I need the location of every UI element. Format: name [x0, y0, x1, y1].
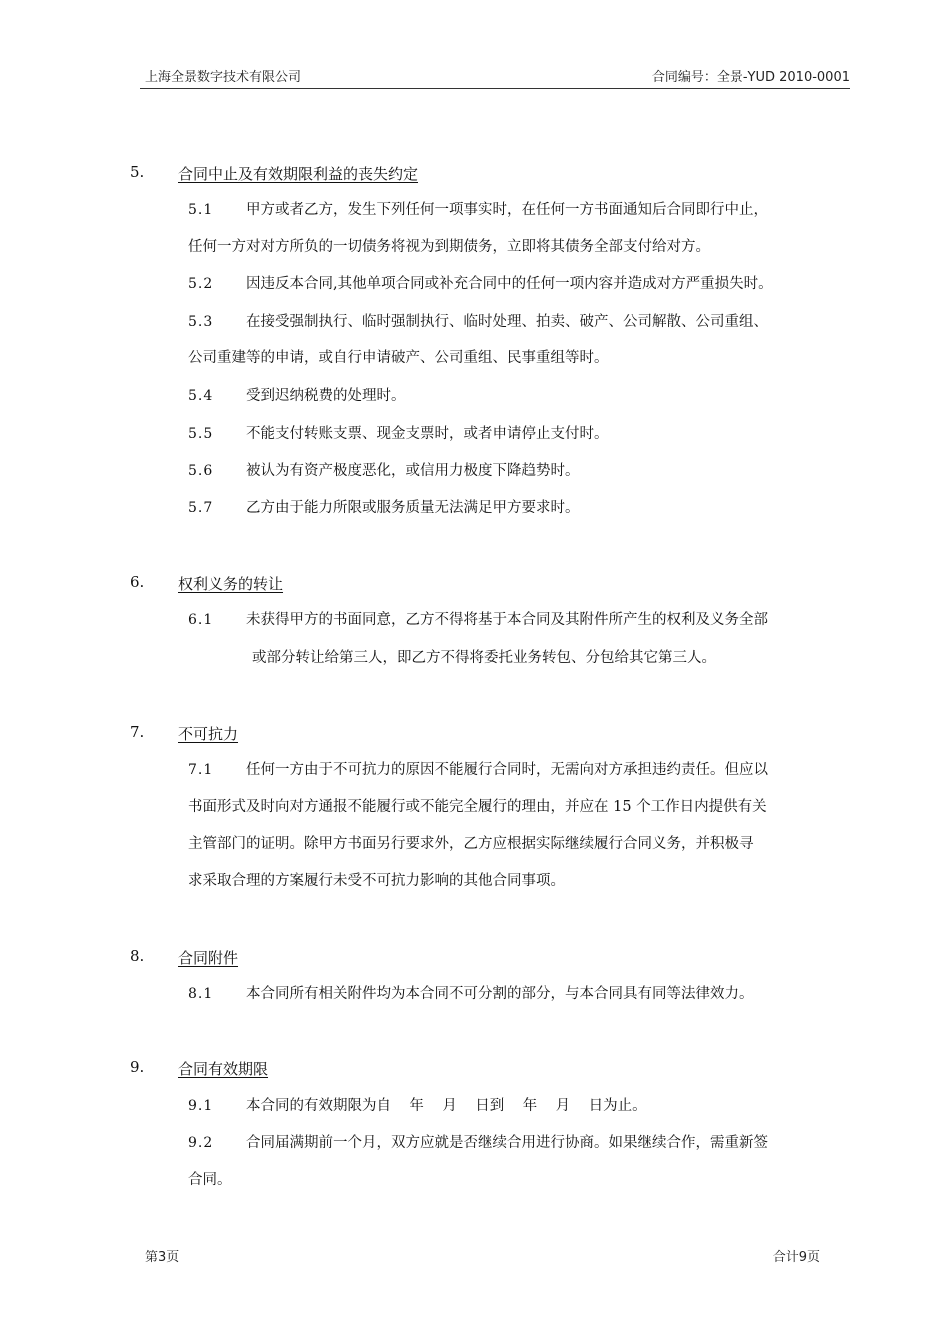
clause-text: 合同届满期前一个月，双方应就是否继续合用进行协商。如果继续合作，需重新签	[246, 1135, 768, 1151]
clause-text: 受到迟纳税费的处理时。	[246, 388, 406, 404]
clause-text: 公司重建等的申请，或自行申请破产、公司重组、民事重组等时。	[188, 350, 609, 366]
clause-text: 因违反本合同,其他单项合同或补充合同中的任何一项内容并造成对方严重损失时。	[246, 276, 773, 292]
footer-page-number: 第3页	[145, 1250, 180, 1265]
header-contract-number: 合同编号：全景-YUD 2010-0001	[651, 70, 850, 85]
section-title: 权利义务的转让	[178, 575, 284, 593]
clause-text: 书面形式及时向对方通报不能履行或不能完全履行的理由，并应在 15 个工作日内提供有关	[188, 799, 767, 815]
clause-text: 甲方或者乙方，发生下列任何一项事实时，在任何一方书面通知后合同即行中止，	[246, 202, 768, 218]
clause-text: 任何一方对对方所负的一切债务将视为到期债务，立即将其债务全部支付给对方。	[188, 239, 710, 255]
clause-text: 不能支付转账支票、现金支票时，或者申请停止支付时。	[246, 426, 609, 442]
clause-number: 8.1	[188, 986, 214, 1002]
section-title: 合同中止及有效期限利益的丧失约定	[178, 165, 419, 183]
section-number: 7.	[130, 723, 145, 741]
section-number: 9.	[130, 1058, 145, 1076]
clause-number: 5.3	[188, 314, 214, 330]
clause-number: 9.1	[188, 1098, 214, 1114]
section-title: 合同附件	[178, 949, 239, 967]
section-number: 5.	[130, 163, 145, 181]
clause-number: 6.1	[188, 612, 214, 628]
clause-number: 5.7	[188, 500, 214, 516]
clause-number: 9.2	[188, 1135, 214, 1151]
clause-text: 任何一方由于不可抗力的原因不能履行合同时，无需向对方承担违约责任。但应以	[246, 762, 768, 778]
footer-page-total: 合计9页	[772, 1250, 820, 1265]
header-rule	[140, 88, 850, 89]
section-number: 8.	[130, 947, 145, 965]
clause-text: 在接受强制执行、临时强制执行、临时处理、拍卖、破产、公司解散、公司重组、	[246, 314, 768, 330]
clause-number: 5.1	[188, 202, 214, 218]
clause-number: 5.6	[188, 463, 214, 479]
clause-number: 5.2	[188, 276, 214, 292]
clause-number: 7.1	[188, 762, 214, 778]
section-number: 6.	[130, 573, 145, 591]
clause-text: 主管部门的证明。除甲方书面另行要求外，乙方应根据实际继续履行合同义务，并积极寻	[188, 836, 754, 852]
clause-number: 5.5	[188, 426, 214, 442]
clause-text: 本合同所有相关附件均为本合同不可分割的部分，与本合同具有同等法律效力。	[246, 986, 754, 1002]
clause-text: 或部分转让给第三人，即乙方不得将委托业务转包、分包给其它第三人。	[252, 650, 716, 666]
clause-text: 本合同的有效期限为自 年 月 日到 年 月 日为止。	[246, 1098, 647, 1114]
clause-text: 求采取合理的方案履行未受不可抗力影响的其他合同事项。	[188, 873, 565, 889]
section-title: 合同有效期限	[178, 1060, 269, 1078]
clause-text: 合同。	[188, 1172, 232, 1188]
section-title: 不可抗力	[178, 725, 239, 743]
clause-text: 被认为有资产极度恶化，或信用力极度下降趋势时。	[246, 463, 580, 479]
clause-text: 乙方由于能力所限或服务质量无法满足甲方要求时。	[246, 500, 580, 516]
clause-text: 未获得甲方的书面同意，乙方不得将基于本合同及其附件所产生的权利及义务全部	[246, 612, 768, 628]
clause-number: 5.4	[188, 388, 214, 404]
header-company: 上海全景数字技术有限公司	[145, 70, 302, 85]
